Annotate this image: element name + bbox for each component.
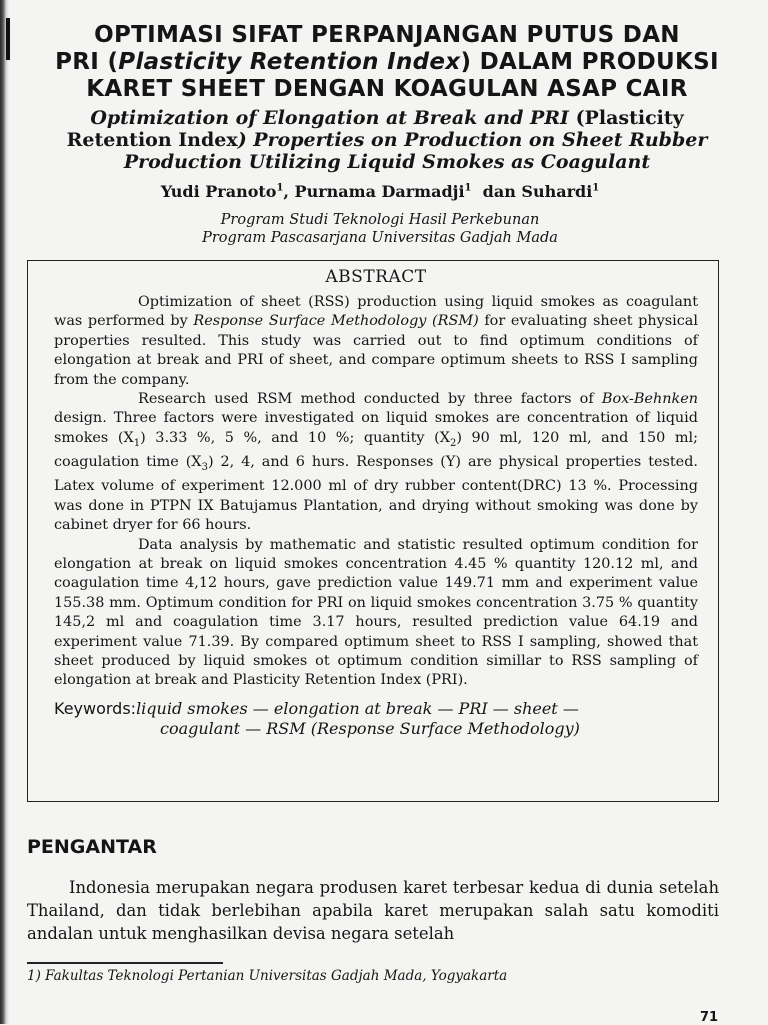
keywords-label: Keywords: xyxy=(54,698,137,718)
author-3: dan Suhardi xyxy=(482,182,593,201)
author-1: Yudi Pranoto xyxy=(160,182,277,201)
abstract-paragraph-1 xyxy=(54,293,698,390)
abs-p2-b: design. Three factors were investigated on liquid smokes are concentration of liquid smokes (X xyxy=(54,410,698,446)
abs-p2-a: Research used RSM method conducted by three factors of xyxy=(138,391,602,408)
author-1-affil-mark: 1 xyxy=(276,182,284,194)
english-subtitle xyxy=(30,107,744,173)
abs-p2-c: ) 3.33 %, 5 %, and 10 %; quantity (X xyxy=(140,429,450,446)
abs-p1-italic: Response Surface Methodology (RSM) xyxy=(193,313,479,330)
abs-p2-sub-1: 1 xyxy=(133,437,141,449)
affiliation-block xyxy=(80,211,680,247)
subtitle-line-1 xyxy=(30,107,744,129)
section-body: Indonesia merupakan negara produsen karet terbesar kedua di dunia setelah Thailand, dan tidak berlebihan apabila karet merupakan salah satu komoditi andalan untuk menghasilkan devisa negara setelah xyxy=(27,878,719,943)
author-separator: , xyxy=(283,182,295,201)
author-list xyxy=(60,182,700,201)
abs-p2-italic: Box-Behnken xyxy=(601,391,698,408)
section-heading: PENGANTAR xyxy=(27,836,157,858)
abs-p2-sub-2: 2 xyxy=(449,437,457,449)
subtitle-line-2-italic: ) Properties on Production on Sheet Rubber xyxy=(237,129,708,151)
title-line-3: KARET SHEET DENGAN KOAGULAN ASAP CAIR xyxy=(86,76,688,102)
affiliation-line-2: Program Pascasarjana Universitas Gadjah Mada xyxy=(202,230,558,246)
page-binding-edge xyxy=(0,0,9,1024)
abs-p2-sub-3: 3 xyxy=(201,462,208,473)
affiliation-line-1: Program Studi Teknologi Hasil Perkebunan xyxy=(220,212,540,228)
keywords-text-2: coagulant — RSM (Response Surface Methodology) xyxy=(160,718,580,738)
subtitle-line-1-plain: (Plasticity xyxy=(568,107,684,129)
abs-p2-d: ) 90 ml, 120 ml, and 150 ml; coagulation time (X xyxy=(54,429,699,471)
abstract-paragraph-3: Data analysis by mathematic and statistic resulted optimum condition for elongation at break on liquid smokes concentration 4.45 % quantity 120.12 ml, and coagulation time 4,12 hours, gave prediction value 149.71 mm and experiment value 155.38 mm. Optimum condition for PRI on liquid smokes concentration 3.75 % quantity 145,2 ml and coagulation time 3.17 hours, resulted prediction value 64.19 and experiment value 71.39. By compared optimum sheet to RSS I sampling, showed that sheet produced by liquid smokes ot optimum condition simillar to RSS sampling of elongation at break and Plasticity Retention Index (PRI). xyxy=(54,536,698,689)
abs-p1-b: for evaluating sheet physical properties resulted. This study was carried out to find optimum conditions of elongation at break and PRI of sheet, and compare optimum sheets to RSS I sampling from the company. xyxy=(54,313,698,388)
author-2-affil-mark: 1 xyxy=(464,182,472,194)
paper-title xyxy=(22,22,752,103)
keywords-line-1 xyxy=(54,699,698,719)
abstract-paragraph-2 xyxy=(54,390,698,536)
abs-p1-a: Optimization of sheet (RSS) production using liquid smokes as coagulant was performed by xyxy=(54,294,698,330)
author-2: Purnama Darmadji xyxy=(294,182,465,201)
abs-p2-e: ) 2, 4, and 6 hurs. Responses (Y) are physical properties tested. Latex volume of experiment 12.000 ml of dry rubber content(DRC) 13 %. Processing was done in PTPN IX Batujamus Plantation, and drying without smoking was done by cabinet dryer for 66 hours. xyxy=(54,454,698,534)
subtitle-line-3: Production Utilizing Liquid Smokes as Coagulant xyxy=(123,151,651,173)
title-line-2-italic: Plasticity Retention Index xyxy=(118,49,461,75)
footnote: 1) Fakultas Teknologi Pertanian Universitas Gadjah Mada, Yogyakarta xyxy=(27,968,508,984)
keywords xyxy=(54,699,698,739)
title-line-2-pre: PRI ( xyxy=(55,49,119,75)
title-line-1: OPTIMASI SIFAT PERPANJANGAN PUTUS DAN xyxy=(94,22,680,48)
keywords-text-1: liquid smokes — elongation at break — PRI — sheet — xyxy=(136,698,579,718)
subtitle-line-2-plain: Retention Index xyxy=(66,129,238,151)
subtitle-line-2 xyxy=(30,129,744,151)
footnote-divider xyxy=(27,962,223,964)
abstract-heading: ABSTRACT xyxy=(325,267,427,287)
abstract-box xyxy=(27,260,719,802)
title-line-2 xyxy=(22,49,752,76)
title-line-2-post: ) DALAM PRODUKSI xyxy=(460,49,719,75)
page-number: 71 xyxy=(700,1010,719,1025)
subtitle-line-1-italic: Optimization of Elongation at Break and PRI xyxy=(90,107,569,129)
author-3-affil-mark: 1 xyxy=(592,182,600,194)
binding-mark xyxy=(6,18,10,60)
